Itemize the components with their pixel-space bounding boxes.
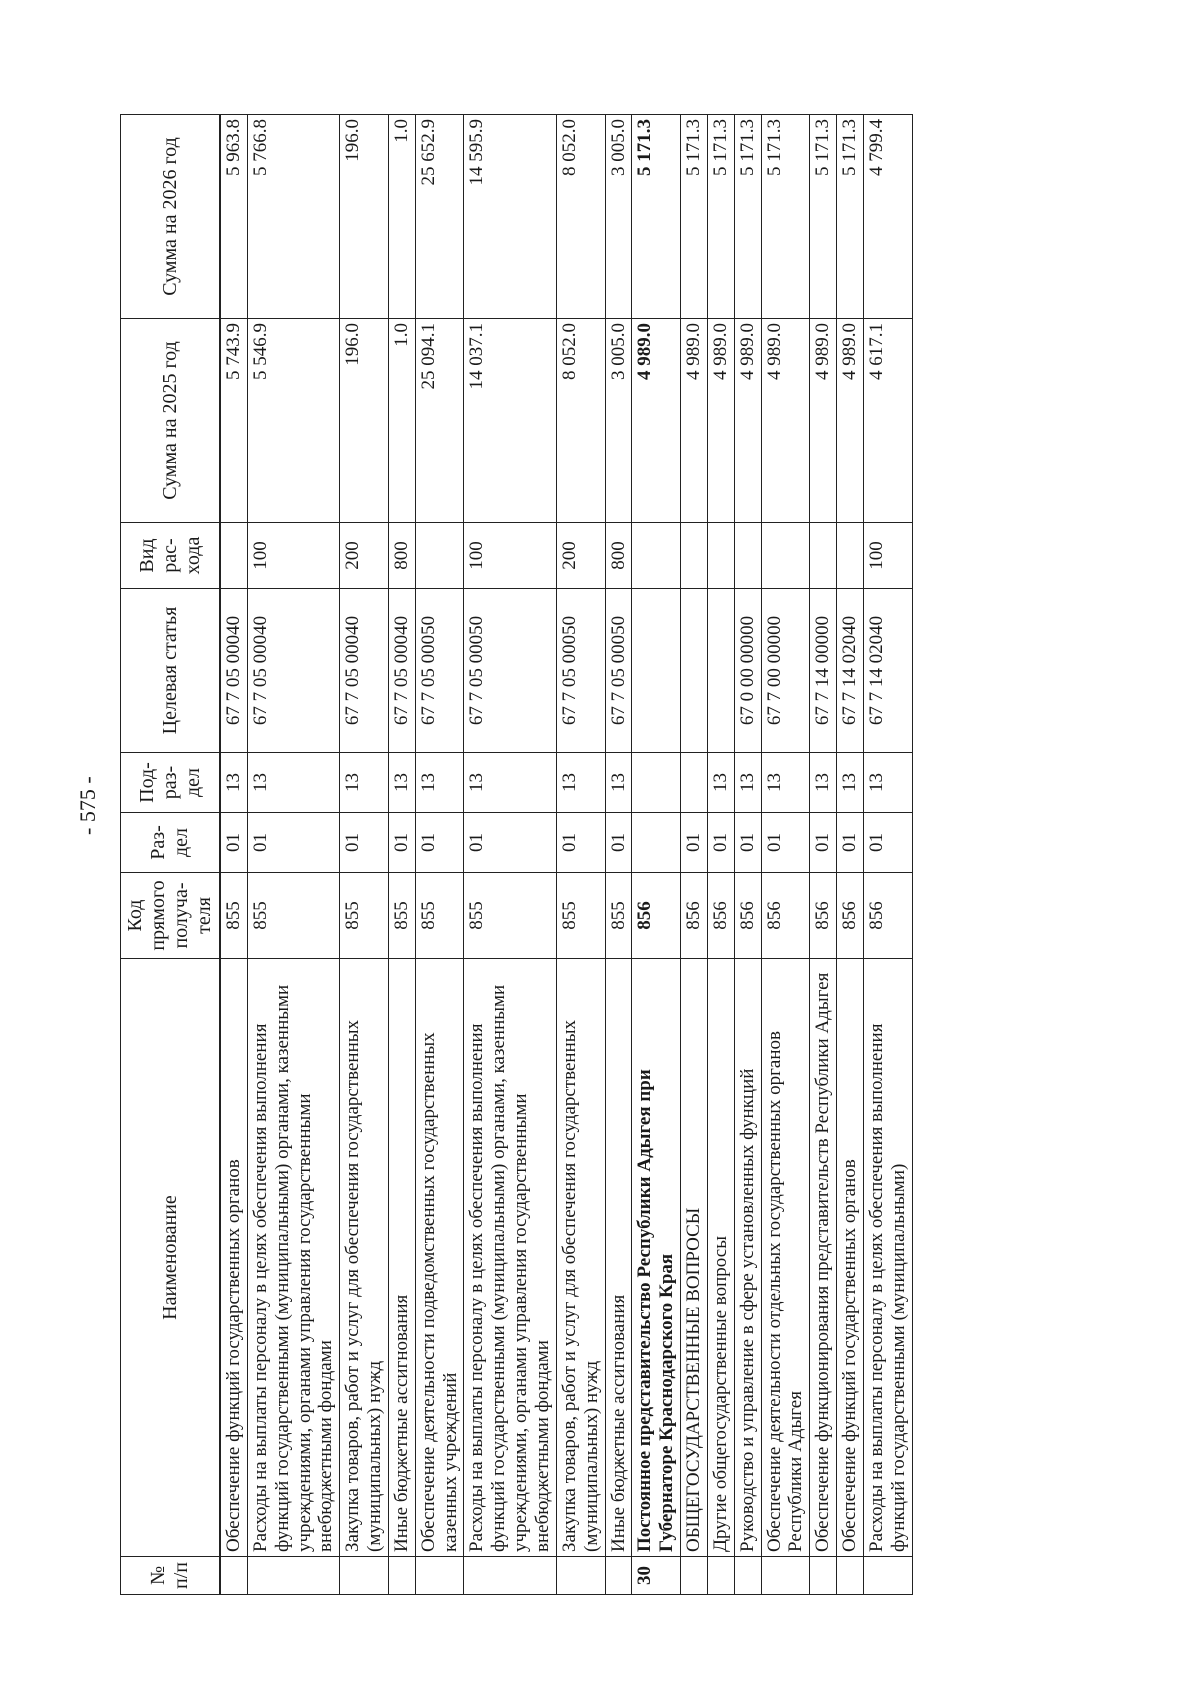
row-target-cell [681,589,708,753]
row-num-cell [863,1557,912,1595]
row-exp-type-cell [707,523,734,589]
row-section-cell: 01 [605,813,632,873]
row-subsection-cell [632,753,681,813]
row-sum-2026-cell: 5 171.3 [810,115,837,319]
row-exp-type-cell: 100 [247,523,339,589]
row-name-cell: Иные бюджетные ассигнования [388,959,415,1557]
row-sum-2025-cell: 4 989.0 [707,319,734,523]
table-row [605,115,632,1595]
row-target-cell: 67 7 14 02040 [837,589,864,753]
row-sum-2025-cell: 4 989.0 [761,319,810,523]
row-num-cell [681,1557,708,1595]
row-num-cell [707,1557,734,1595]
row-exp-type-cell: 200 [340,523,389,589]
row-target-cell: 67 7 05 00050 [605,589,632,753]
row-section-cell: 01 [837,813,864,873]
row-code-cell: 855 [556,873,605,959]
row-exp-type-cell: 800 [388,523,415,589]
row-sum-2026-cell: 4 799.4 [863,115,912,319]
row-sum-2025-cell: 4 989.0 [837,319,864,523]
row-name-cell: Закупка товаров, работ и услуг для обеспечения государственных (муниципальных) нужд [556,959,605,1557]
row-target-cell [632,589,681,753]
row-code-cell: 855 [220,873,247,959]
row-sum-2026-cell: 25 652.9 [415,115,464,319]
row-sum-2026-cell: 5 171.3 [837,115,864,319]
row-exp-type-cell [415,523,464,589]
table-row [632,115,681,1595]
row-sum-2026-cell: 5 171.3 [707,115,734,319]
row-exp-type-cell: 100 [464,523,556,589]
row-subsection-cell [681,753,708,813]
row-name-cell: Обеспечение функций государственных органов [837,959,864,1557]
header-name: Наименование [121,959,221,1557]
row-code-cell: 855 [605,873,632,959]
row-num-cell: 30 [632,1557,681,1595]
row-sum-2025-cell: 4 617.1 [863,319,912,523]
row-subsection-cell: 13 [605,753,632,813]
row-name-cell: Другие общегосударственные вопросы [707,959,734,1557]
row-section-cell: 01 [863,813,912,873]
row-num-cell [734,1557,761,1595]
row-section-cell: 01 [388,813,415,873]
row-section-cell: 01 [556,813,605,873]
row-exp-type-cell [632,523,681,589]
row-name-cell: Расходы на выплаты персоналу в целях обеспечения выполнения функций государственными (муниципальными) [863,959,912,1557]
row-subsection-cell: 13 [810,753,837,813]
row-section-cell: 01 [340,813,389,873]
row-num-cell [761,1557,810,1595]
table-header-row [121,115,221,1595]
row-name-cell: Постоянное представительство Республики Адыгея при Губернаторе Краснодарского Края [632,959,681,1557]
row-section-cell: 01 [707,813,734,873]
row-target-cell: 67 7 14 02040 [863,589,912,753]
row-name-cell: Иные бюджетные ассигнования [605,959,632,1557]
row-num-cell [247,1557,339,1595]
header-num: № п/п [121,1557,221,1595]
table-row [340,115,389,1595]
row-sum-2025-cell: 25 094.1 [415,319,464,523]
row-exp-type-cell: 200 [556,523,605,589]
row-name-cell: Обеспечение функционирования представительств Республики Адыгея [810,959,837,1557]
row-section-cell: 01 [681,813,708,873]
row-subsection-cell: 13 [220,753,247,813]
row-subsection-cell: 13 [247,753,339,813]
row-target-cell: 67 7 05 00040 [388,589,415,753]
row-subsection-cell: 13 [707,753,734,813]
row-sum-2026-cell: 5 171.3 [761,115,810,319]
table-row [810,115,837,1595]
header-exp-type: Вид рас-хода [121,523,221,589]
row-target-cell: 67 7 05 00050 [556,589,605,753]
row-code-cell: 855 [340,873,389,959]
row-exp-type-cell [734,523,761,589]
row-exp-type-cell [810,523,837,589]
row-exp-type-cell: 100 [863,523,912,589]
row-num-cell [415,1557,464,1595]
row-exp-type-cell [220,523,247,589]
table-row [247,115,339,1595]
row-exp-type-cell [837,523,864,589]
row-code-cell: 856 [734,873,761,959]
row-sum-2025-cell: 1.0 [388,319,415,523]
header-sum-2026: Сумма на 2026 год [121,115,221,319]
table-row [556,115,605,1595]
row-name-cell: Обеспечение деятельности подведомственных государственных казенных учреждений [415,959,464,1557]
row-sum-2026-cell: 5 171.3 [681,115,708,319]
budget-table [120,114,913,1595]
row-sum-2025-cell: 4 989.0 [810,319,837,523]
table-row [464,115,556,1595]
row-subsection-cell: 13 [837,753,864,813]
table-row [863,115,912,1595]
row-section-cell: 01 [810,813,837,873]
row-code-cell: 856 [681,873,708,959]
header-target: Целевая статья [121,589,221,753]
row-code-cell: 856 [863,873,912,959]
row-code-cell: 855 [247,873,339,959]
row-subsection-cell: 13 [340,753,389,813]
row-subsection-cell: 13 [388,753,415,813]
header-section: Раз-дел [121,813,221,873]
row-target-cell: 67 7 05 00040 [247,589,339,753]
row-name-cell: Руководство и управление в сфере установленных функций [734,959,761,1557]
row-target-cell: 67 7 14 00000 [810,589,837,753]
row-sum-2026-cell: 8 052.0 [556,115,605,319]
row-code-cell: 856 [632,873,681,959]
row-code-cell: 856 [810,873,837,959]
row-subsection-cell: 13 [415,753,464,813]
row-sum-2026-cell: 196.0 [340,115,389,319]
row-sum-2025-cell: 8 052.0 [556,319,605,523]
row-section-cell [632,813,681,873]
row-subsection-cell: 13 [761,753,810,813]
row-sum-2026-cell: 5 963.8 [220,115,247,319]
row-name-cell: Расходы на выплаты персоналу в целях обеспечения выполнения функций государственными (муниципальными) органами, казенными учреждениями, органами управления государственными внебюджетными фондами [247,959,339,1557]
row-num-cell [810,1557,837,1595]
row-num-cell [220,1557,247,1595]
row-section-cell: 01 [734,813,761,873]
row-section-cell: 01 [761,813,810,873]
row-name-cell: ОБЩЕГОСУДАРСТВЕННЫЕ ВОПРОСЫ [681,959,708,1557]
row-sum-2026-cell: 5 171.3 [734,115,761,319]
row-sum-2025-cell: 4 989.0 [632,319,681,523]
row-name-cell: Закупка товаров, работ и услуг для обеспечения государственных (муниципальных) нужд [340,959,389,1557]
row-target-cell: 67 7 05 00050 [415,589,464,753]
row-subsection-cell: 13 [556,753,605,813]
row-num-cell [605,1557,632,1595]
table-row [837,115,864,1595]
row-target-cell: 67 7 00 00000 [761,589,810,753]
row-sum-2025-cell: 4 989.0 [734,319,761,523]
table-row [761,115,810,1595]
row-target-cell: 67 7 05 00040 [220,589,247,753]
table-row [707,115,734,1595]
header-subsection: Под-раз-дел [121,753,221,813]
row-num-cell [340,1557,389,1595]
row-section-cell: 01 [464,813,556,873]
row-sum-2025-cell: 5 546.9 [247,319,339,523]
row-subsection-cell: 13 [734,753,761,813]
row-sum-2026-cell: 3 005.0 [605,115,632,319]
header-sum-2025: Сумма на 2025 год [121,319,221,523]
row-sum-2025-cell: 3 005.0 [605,319,632,523]
row-code-cell: 856 [707,873,734,959]
row-code-cell: 855 [464,873,556,959]
row-sum-2025-cell: 196.0 [340,319,389,523]
row-name-cell: Обеспечение функций государственных органов [220,959,247,1557]
row-target-cell: 67 7 05 00040 [340,589,389,753]
row-code-cell: 855 [415,873,464,959]
row-num-cell [464,1557,556,1595]
row-code-cell: 856 [837,873,864,959]
row-target-cell: 67 7 05 00050 [464,589,556,753]
table-row [734,115,761,1595]
row-num-cell [837,1557,864,1595]
row-section-cell: 01 [220,813,247,873]
row-subsection-cell: 13 [863,753,912,813]
row-name-cell: Обеспечение деятельности отдельных государственных органов Республики Адыгея [761,959,810,1557]
page-number: - 575 - [75,776,100,835]
row-target-cell [707,589,734,753]
row-sum-2025-cell: 5 743.9 [220,319,247,523]
row-name-cell: Расходы на выплаты персоналу в целях обеспечения выполнения функций государственными (муниципальными) органами, казенными учреждениями, органами управления государственными внебюджетными фондами [464,959,556,1557]
table-row [681,115,708,1595]
rotated-table-container [120,115,1020,1595]
row-sum-2026-cell: 5 766.8 [247,115,339,319]
row-exp-type-cell [681,523,708,589]
row-exp-type-cell: 800 [605,523,632,589]
row-num-cell [388,1557,415,1595]
table-row [388,115,415,1595]
row-sum-2025-cell: 4 989.0 [681,319,708,523]
row-section-cell: 01 [415,813,464,873]
row-target-cell: 67 0 00 00000 [734,589,761,753]
row-subsection-cell: 13 [464,753,556,813]
row-sum-2026-cell: 14 595.9 [464,115,556,319]
row-code-cell: 856 [761,873,810,959]
table-row [220,115,247,1595]
row-exp-type-cell [761,523,810,589]
row-sum-2026-cell: 5 171.3 [632,115,681,319]
row-num-cell [556,1557,605,1595]
header-code: Код прямого получа-теля [121,873,221,959]
row-sum-2025-cell: 14 037.1 [464,319,556,523]
row-code-cell: 855 [388,873,415,959]
table-body [220,115,912,1595]
table-row [415,115,464,1595]
row-sum-2026-cell: 1.0 [388,115,415,319]
row-section-cell: 01 [247,813,339,873]
